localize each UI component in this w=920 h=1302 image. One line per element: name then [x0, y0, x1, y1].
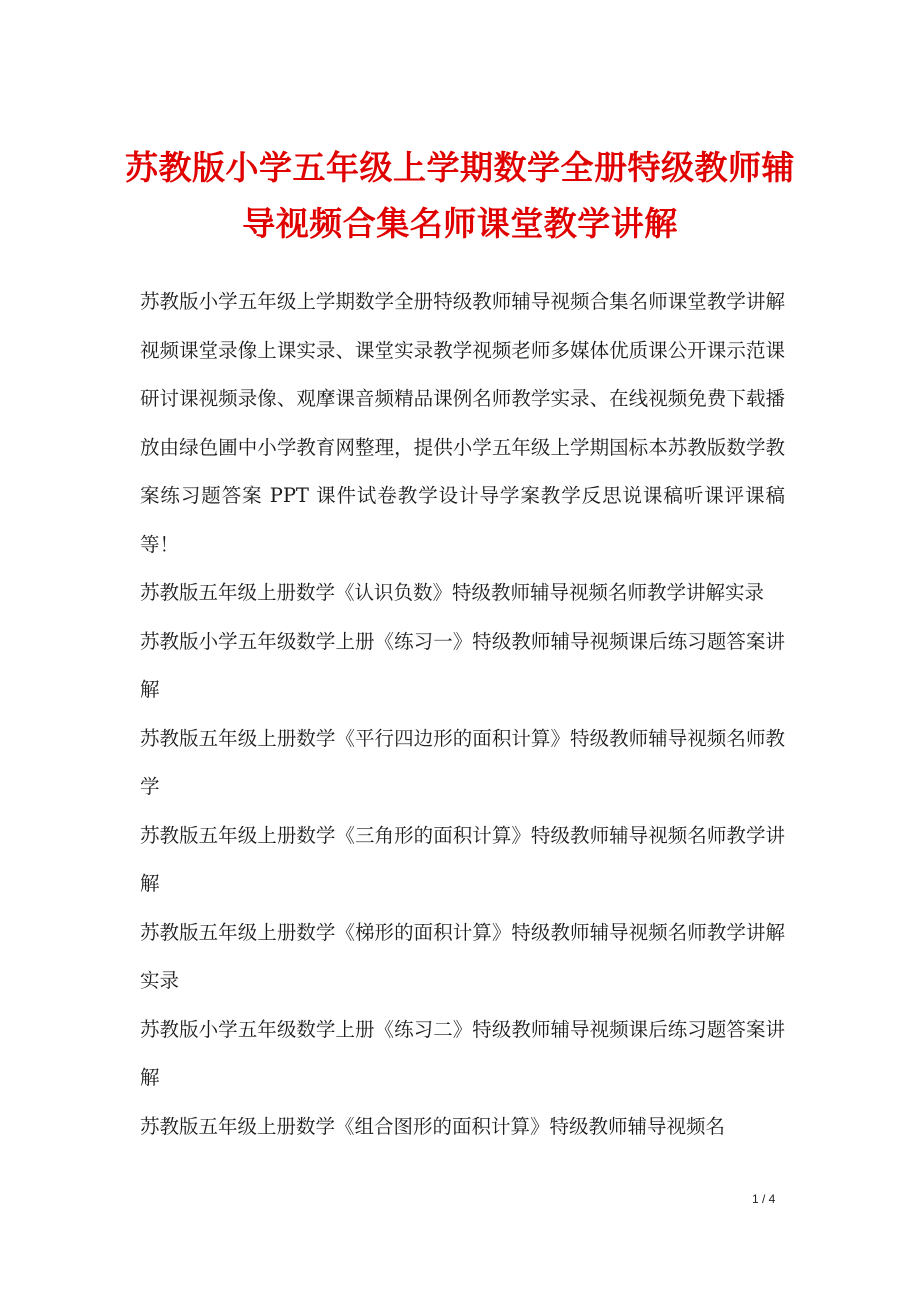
- page-number: 1 / 4: [752, 1192, 776, 1206]
- intro-paragraph: 苏教版小学五年级上学期数学全册特级教师辅导视频合集名师课堂教学讲解视频课堂录像上课实录、课堂实录教学视频老师多媒体优质课公开课示范课研讨课视频录像、观摩课音频精品课例名师教学实录、在线视频免费下载播放由绿色圃中小学教育网整理，提供小学五年级上学期国标本苏教版数学教案练习题答案 PPT 课件试卷教学设计导学案教学反思说课稿听课评课稿等！: [140, 290, 785, 556]
- entry-item: 苏教版小学五年级数学上册《练习一》特级教师辅导视频课后练习题答案讲解: [140, 629, 785, 701]
- entry-item: 苏教版小学五年级数学上册《练习二》特级教师辅导视频课后练习题答案讲解: [140, 1017, 785, 1089]
- entry-item: 苏教版五年级上册数学《三角形的面积计算》特级教师辅导视频名师教学讲解: [140, 823, 785, 895]
- document-body: [140, 278, 785, 1151]
- entry-item: 苏教版五年级上册数学《组合图形的面积计算》特级教师辅导视频名: [140, 1114, 726, 1138]
- document-title: 苏教版小学五年级上学期数学全册特级教师辅导视频合集名师课堂教学讲解: [125, 148, 795, 243]
- entry-item: 苏教版五年级上册数学《平行四边形的面积计算》特级教师辅导视频名师教学: [140, 726, 785, 798]
- entry-item: 苏教版五年级上册数学《梯形的面积计算》特级教师辅导视频名师教学讲解实录: [140, 920, 785, 992]
- entry-item: 苏教版五年级上册数学《认识负数》特级教师辅导视频名师教学讲解实录: [140, 581, 765, 604]
